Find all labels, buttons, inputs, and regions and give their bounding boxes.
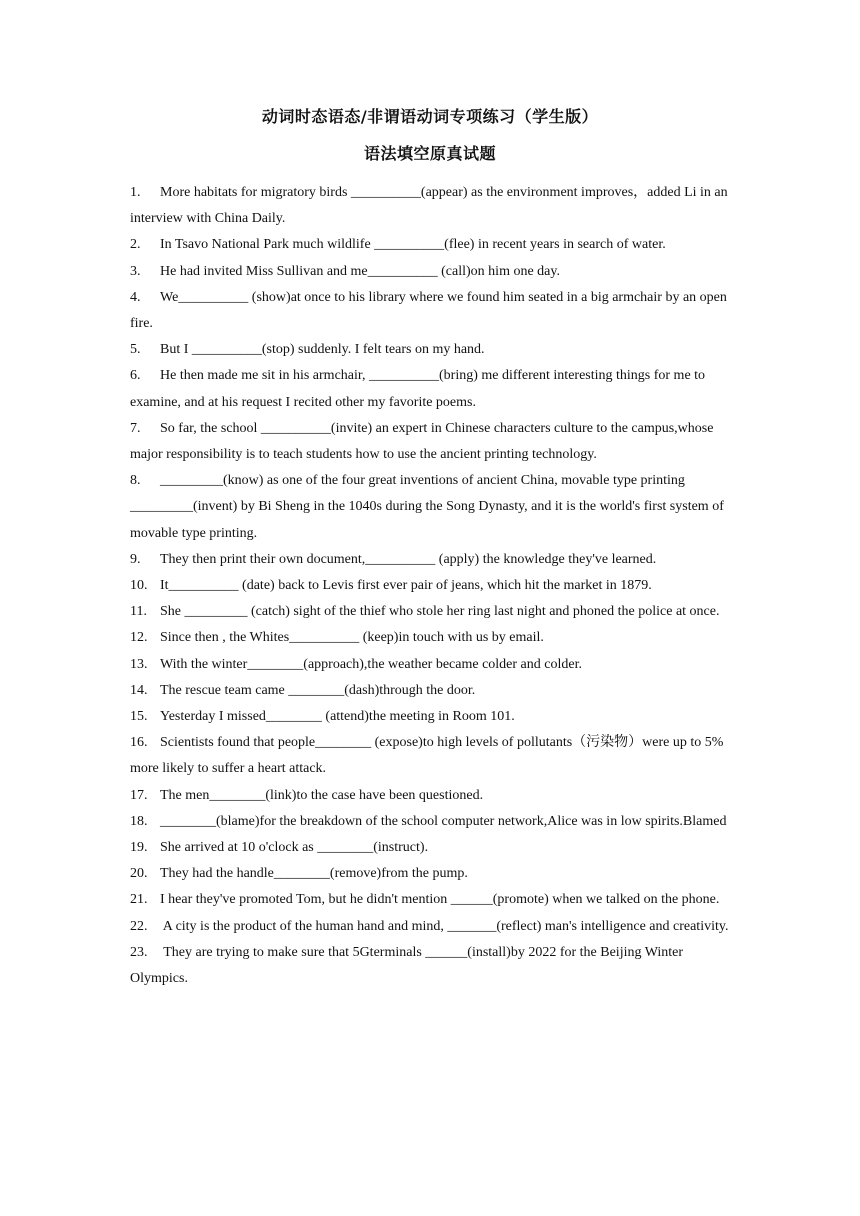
question-text: The men________(link)to the case have been questioned. bbox=[160, 787, 484, 803]
question-text: With the winter________(approach),the weather became colder and colder. bbox=[160, 656, 582, 672]
question-item bbox=[130, 678, 730, 704]
question-text: It__________ (date) back to Levis first ever pair of jeans, which hit the market in 1879. bbox=[160, 578, 652, 594]
question-item bbox=[130, 232, 730, 258]
question-item bbox=[130, 416, 730, 468]
question-text: They are trying to make sure that 5Gterminals ______(install)by 2022 for the Beijing Winter Olympics. bbox=[130, 944, 684, 987]
question-number: 16. bbox=[130, 735, 148, 751]
question-item bbox=[130, 861, 730, 887]
question-item bbox=[130, 285, 730, 337]
question-number: 7. bbox=[130, 420, 141, 436]
question-text: So far, the school __________(invite) an expert in Chinese characters culture to the campus,whose major responsibility is to teach students how to use the ancient printing technology. bbox=[130, 420, 714, 463]
question-item bbox=[130, 940, 730, 992]
page-subtitle: 语法填空原真试题 bbox=[363, 144, 496, 163]
question-item bbox=[130, 704, 730, 730]
question-number: 19. bbox=[130, 840, 148, 856]
question-item bbox=[130, 652, 730, 678]
question-number: 2. bbox=[130, 237, 141, 253]
question-number: 6. bbox=[130, 368, 141, 384]
question-number: 4. bbox=[130, 289, 141, 305]
question-text: More habitats for migratory birds __________(appear) as the environment improves，added Li in an interview with China Daily. bbox=[130, 185, 728, 227]
question-text: _________(know) as one of the four great inventions of ancient China, movable type printing _________(invent) by Bi Sheng in the 1040s during the Song Dynasty, and it is the world's first system of movable type printing. bbox=[130, 473, 724, 541]
question-text: They then print their own document,__________ (apply) the knowledge they've learned. bbox=[160, 551, 657, 567]
question-item bbox=[130, 259, 730, 285]
question-text: He then made me sit in his armchair, __________(bring) me different interesting things for me to examine, and at his request I recited other my favorite poems. bbox=[130, 368, 706, 410]
question-text: She arrived at 10 o'clock as ________(instruct). bbox=[160, 840, 429, 856]
question-text: He had invited Miss Sullivan and me__________ (call)on him one day. bbox=[160, 263, 560, 279]
question-text: We__________ (show)at once to his library where we found him seated in a big armchair by an open fire. bbox=[130, 289, 727, 332]
question-item bbox=[130, 180, 730, 232]
question-text: A city is the product of the human hand and mind, _______(reflect) man's intelligence and creativity. bbox=[160, 918, 729, 934]
question-number: 18. bbox=[130, 813, 148, 829]
question-number: 11. bbox=[130, 604, 147, 620]
question-number: 8. bbox=[130, 473, 141, 489]
question-text: ________(blame)for the breakdown of the school computer network,Alice was in low spirits.Blamed bbox=[160, 813, 727, 829]
question-number: 22. bbox=[130, 918, 148, 934]
question-item bbox=[130, 337, 730, 363]
question-item bbox=[130, 783, 730, 809]
question-item bbox=[130, 887, 730, 913]
question-item bbox=[130, 809, 730, 835]
question-number: 12. bbox=[130, 630, 148, 646]
question-text: I hear they've promoted Tom, but he didn't mention ______(promote) when we talked on the phone. bbox=[160, 892, 720, 908]
question-item bbox=[130, 914, 730, 940]
question-item bbox=[130, 573, 730, 599]
question-item bbox=[130, 468, 730, 547]
question-number: 15. bbox=[130, 709, 148, 725]
question-text: Yesterday I missed________ (attend)the meeting in Room 101. bbox=[160, 709, 515, 725]
question-text: But I __________(stop) suddenly. I felt tears on my hand. bbox=[160, 342, 485, 358]
question-list bbox=[130, 180, 730, 992]
question-number: 5. bbox=[130, 342, 141, 358]
question-text: Scientists found that people________ (expose)to high levels of pollutants（污染物）were up to 5% more likely to suffer a heart attack. bbox=[130, 735, 724, 777]
question-item bbox=[130, 625, 730, 651]
question-item bbox=[130, 547, 730, 573]
question-number: 10. bbox=[130, 578, 148, 594]
question-text: The rescue team came ________(dash)through the door. bbox=[160, 682, 476, 698]
question-item bbox=[130, 599, 730, 625]
question-number: 13. bbox=[130, 656, 148, 672]
question-item bbox=[130, 730, 730, 782]
question-text: Since then , the Whites__________ (keep)in touch with us by email. bbox=[160, 630, 544, 646]
question-number: 14. bbox=[130, 682, 148, 698]
question-item bbox=[130, 835, 730, 861]
question-text: In Tsavo National Park much wildlife __________(flee) in recent years in search of water. bbox=[160, 237, 666, 253]
question-text: They had the handle________(remove)from the pump. bbox=[160, 866, 468, 882]
page-title: 动词时态语态/非谓语动词专项练习（学生版） bbox=[261, 107, 599, 126]
question-number: 21. bbox=[130, 892, 148, 908]
question-number: 20. bbox=[130, 866, 148, 882]
question-number: 9. bbox=[130, 551, 141, 567]
question-number: 23. bbox=[130, 944, 148, 960]
question-number: 17. bbox=[130, 787, 148, 803]
question-item bbox=[130, 363, 730, 415]
question-number: 1. bbox=[130, 185, 141, 200]
question-number: 3. bbox=[130, 263, 141, 279]
question-text: She _________ (catch) sight of the thief who stole her ring last night and phoned the police at once. bbox=[160, 604, 720, 620]
